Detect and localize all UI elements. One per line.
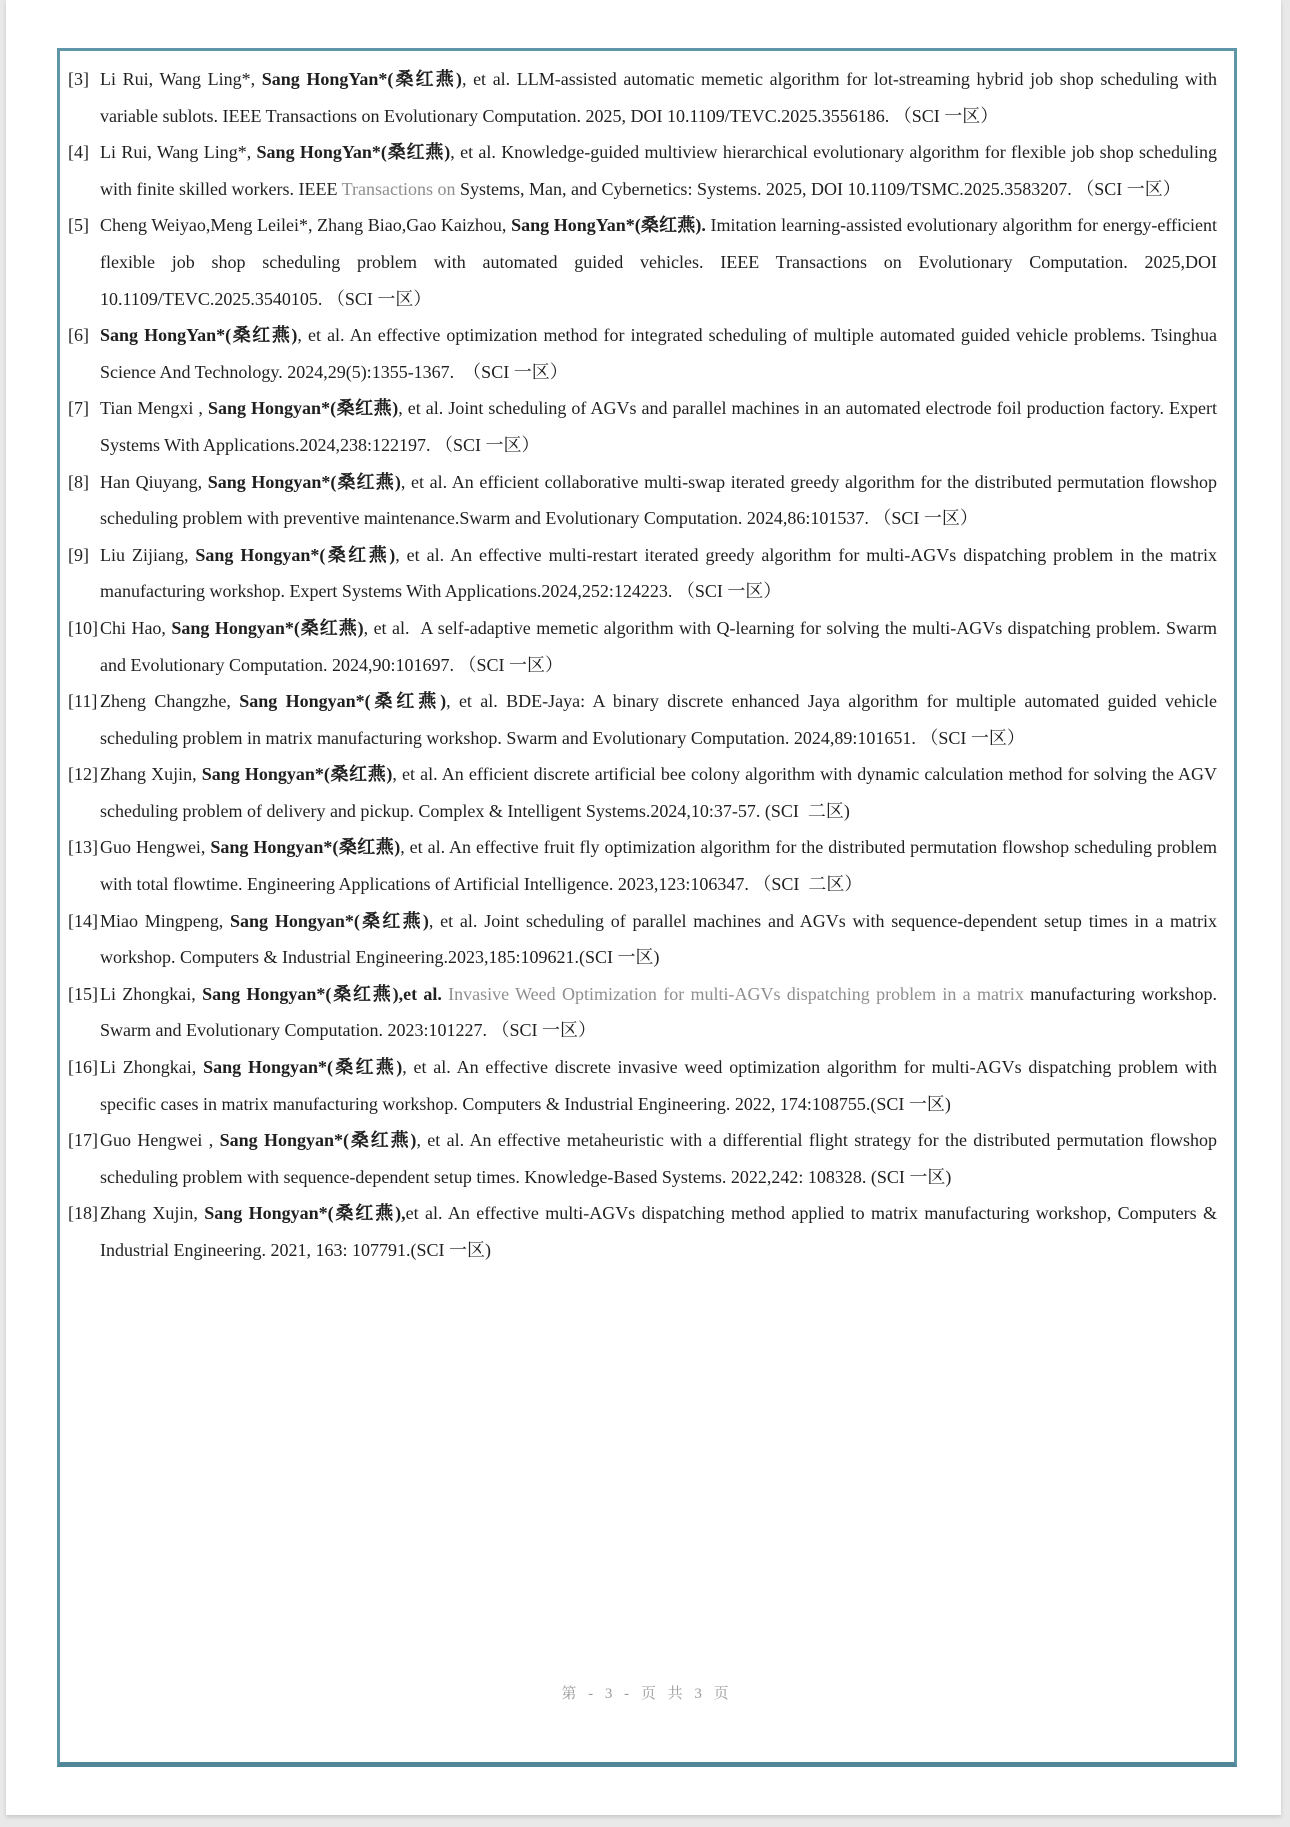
reference-number: [8] (68, 471, 89, 492)
reference-number: [11] (68, 691, 98, 712)
publication-list (68, 61, 1217, 1269)
reference-number: [6] (68, 325, 89, 346)
reference-item (68, 1049, 1217, 1122)
reference-item (68, 903, 1217, 976)
reference-text-segment: Cheng Weiyao,Meng Leilei*, Zhang Biao,Gao Kaizhou, (100, 215, 512, 236)
reference-text-segment: Zhang Xujin, (100, 1203, 205, 1224)
reference-text-segment: Li Zhongkai, (100, 983, 203, 1004)
reference-item (68, 537, 1217, 610)
reference-number: [18] (68, 1203, 98, 1224)
reference-text-segment: Imitation learning-assisted evolutionary algorithm for energy-efficient flexible job shop scheduling problem with automated guided vehicles. IEEE Transactions on Evolutionary Computation. 2025,DOI 10.1109/TEVC.2025.3540105. （SCI 一区） (100, 215, 1217, 309)
reference-item (68, 1122, 1217, 1195)
reference-text-segment: , et al. An effective fruit fly optimization algorithm for the distributed permutation flowshop scheduling problem with total flowtime. Engineering Applications of Artificial Intelligence. 2023,123:106347. （SCI 二区） (100, 837, 1217, 895)
reference-text-segment: Guo Hengwei , (100, 1130, 220, 1151)
reference-text-segment: Sang HongYan*(桑红燕) (100, 325, 298, 346)
reference-number: [14] (68, 910, 98, 931)
reference-item (68, 390, 1217, 463)
reference-text-segment: Miao Mingpeng, (100, 910, 231, 931)
reference-item (68, 976, 1217, 1049)
document-page (6, 0, 1281, 1815)
reference-text-segment: Sang Hongyan*(桑红燕) (203, 1057, 403, 1078)
reference-text-segment: , et al. A self-adaptive memetic algorithm with Q-learning for solving the multi-AGVs dispatching problem. Swarm and Evolutionary Computation. 2024,90:101697. （SCI 一区） (100, 617, 1217, 675)
reference-text-segment: Liu Zijiang, (100, 544, 196, 565)
reference-number: [13] (68, 837, 98, 858)
reference-text-segment: Invasive Weed Optimization for multi-AGVs dispatching problem in a matrix (448, 983, 1024, 1004)
reference-text-segment: Sang Hongyan*(桑红燕) (219, 1130, 417, 1151)
reference-text-segment: , et al. An efficient discrete artificial bee colony algorithm with dynamic calculation method for solving the AGV scheduling problem of delivery and pickup. Complex & Intelligent Systems.2024,10:37-57. (SCI 二区) (100, 764, 1217, 821)
reference-item (68, 756, 1217, 829)
reference-item (68, 134, 1217, 207)
reference-text-segment: Zheng Changzhe, (100, 691, 240, 712)
reference-number: [9] (68, 544, 89, 565)
reference-number: [16] (68, 1057, 98, 1078)
reference-text-segment: Sang Hongyan*(桑红燕), (202, 983, 404, 1004)
reference-text-segment: Sang HongYan*(桑红燕). (511, 215, 706, 236)
reference-text-segment: Sang Hongyan*(桑红燕) (210, 837, 401, 858)
reference-text-segment: Guo Hengwei, (100, 837, 211, 858)
reference-text-segment: Transactions on (341, 178, 456, 199)
reference-number: [4] (68, 142, 89, 163)
reference-text-segment: , et al. An effective metaheuristic with a differential flight strategy for the distributed permutation flowshop scheduling problem with sequence-dependent setup times. Knowledge-Based Systems. 2022,242: 108328. (SCI 一区) (100, 1130, 1217, 1187)
reference-number: [17] (68, 1130, 98, 1151)
reference-item (68, 61, 1217, 134)
reference-text-segment: Sang Hongyan*(桑红燕) (230, 910, 429, 931)
reference-text-segment: Li Rui, Wang Ling*, (100, 142, 257, 163)
reference-text-segment: Tian Mengxi , (100, 398, 208, 419)
reference-number: [5] (68, 215, 89, 236)
reference-item (68, 207, 1217, 317)
reference-text-segment: Sang HongYan*(桑红燕) (261, 69, 462, 89)
reference-text-segment: , et al. LLM-assisted automatic memetic algorithm for lot-streaming hybrid job shop scheduling with variable sublots. IEEE Transactions on Evolutionary Computation. 2025, DOI 10.1109/TEVC.2025.3556186. （SCI 一区） (100, 69, 1217, 126)
reference-item (68, 610, 1217, 683)
reference-text-segment: Sang Hongyan*(桑红燕) (239, 691, 447, 712)
reference-text-segment: , et al. An effective discrete invasive weed optimization algorithm for multi-AGVs dispatching problem with specific cases in matrix manufacturing workshop. Computers & Industrial Engineering. 2022, 174:108755.(SCI 一区) (100, 1057, 1217, 1114)
reference-text-segment: et al. (403, 983, 442, 1004)
reference-text-segment: Zhang Xujin, (100, 764, 202, 785)
page-number-footer: 第 - 3 - 页 共 3 页 (561, 1686, 733, 1702)
reference-text-segment: Han Qiuyang, (100, 471, 208, 492)
reference-text-segment: , et al. An effective multi-restart iterated greedy algorithm for multi-AGVs dispatching problem in the matrix manufacturing workshop. Expert Systems With Applications.2024,252:124223. （SCI 一区） (100, 544, 1217, 602)
reference-text-segment: Sang HongYan*(桑红燕) (256, 142, 451, 163)
reference-text-segment: Sang Hongyan*(桑红燕) (207, 471, 401, 492)
reference-text-segment: , et al. An effective optimization method for integrated scheduling of multiple automated guided vehicle problems. Tsinghua Science And Technology. 2024,29(5):1355-1367. （SCI 一区） (100, 325, 1217, 382)
reference-item (68, 683, 1217, 756)
reference-text-segment: Sang Hongyan*(桑红燕) (201, 764, 393, 785)
reference-text-segment: manufacturing workshop. Swarm and Evolutionary Computation. 2023:101227. （SCI 一区） (100, 983, 1217, 1041)
reference-number: [15] (68, 983, 98, 1004)
reference-number: [10] (68, 617, 98, 638)
reference-text-segment: et al. An effective multi-AGVs dispatching method applied to matrix manufacturing workshop, Computers & Industrial Engineering. 2021, 163: 107791.(SCI 一区) (100, 1203, 1217, 1260)
reference-text-segment: Li Rui, Wang Ling*, (100, 69, 262, 89)
reference-text-segment: Sang Hongyan*(桑红燕) (195, 544, 396, 565)
page-border-frame (57, 48, 1237, 1767)
reference-text-segment: , et al. Joint scheduling of AGVs and parallel machines in an automated electrode foil production factory. Expert Systems With Applications.2024,238:122197. （SCI 一区） (100, 398, 1218, 455)
reference-text-segment: Systems, Man, and Cybernetics: Systems. 2025, DOI 10.1109/TSMC.2025.3583207. （SCI 一区） (455, 178, 1181, 199)
reference-text-segment: , et al. Joint scheduling of parallel machines and AGVs with sequence-dependent setup times in a matrix workshop. Computers & Industrial Engineering.2023,185:109621.(SCI 一区) (100, 910, 1217, 968)
reference-number: [3] (68, 69, 89, 89)
reference-number: [7] (68, 398, 89, 419)
reference-text-segment: , et al. An efficient collaborative multi-swap iterated greedy algorithm for the distributed permutation flowshop scheduling problem with preventive maintenance.Swarm and Evolutionary Computation. 2024,86:101537. （SCI 一区） (100, 471, 1217, 529)
reference-text-segment: Sang Hongyan*(桑红燕) (207, 398, 399, 419)
reference-item (68, 829, 1217, 902)
reference-text-segment: Sang Hongyan*(桑红燕) (171, 617, 364, 638)
reference-item (68, 317, 1217, 390)
reference-item (68, 464, 1217, 537)
reference-number: [12] (68, 764, 98, 785)
reference-text-segment: Li Zhongkai, (100, 1057, 204, 1078)
reference-text-segment: , et al. BDE-Jaya: A binary discrete enhanced Jaya algorithm for multiple automated guided vehicle scheduling problem in matrix manufacturing workshop. Swarm and Evolutionary Computation. 2024,89:101651. （SCI 一区） (100, 691, 1217, 748)
reference-text-segment: , et al. Knowledge-guided multiview hierarchical evolutionary algorithm for flexible job shop scheduling with finite skilled workers. IEEE (100, 142, 1218, 199)
reference-item (68, 1195, 1217, 1268)
reference-text-segment: Chi Hao, (100, 617, 172, 638)
reference-text-segment: Sang Hongyan*(桑红燕), (204, 1203, 406, 1224)
